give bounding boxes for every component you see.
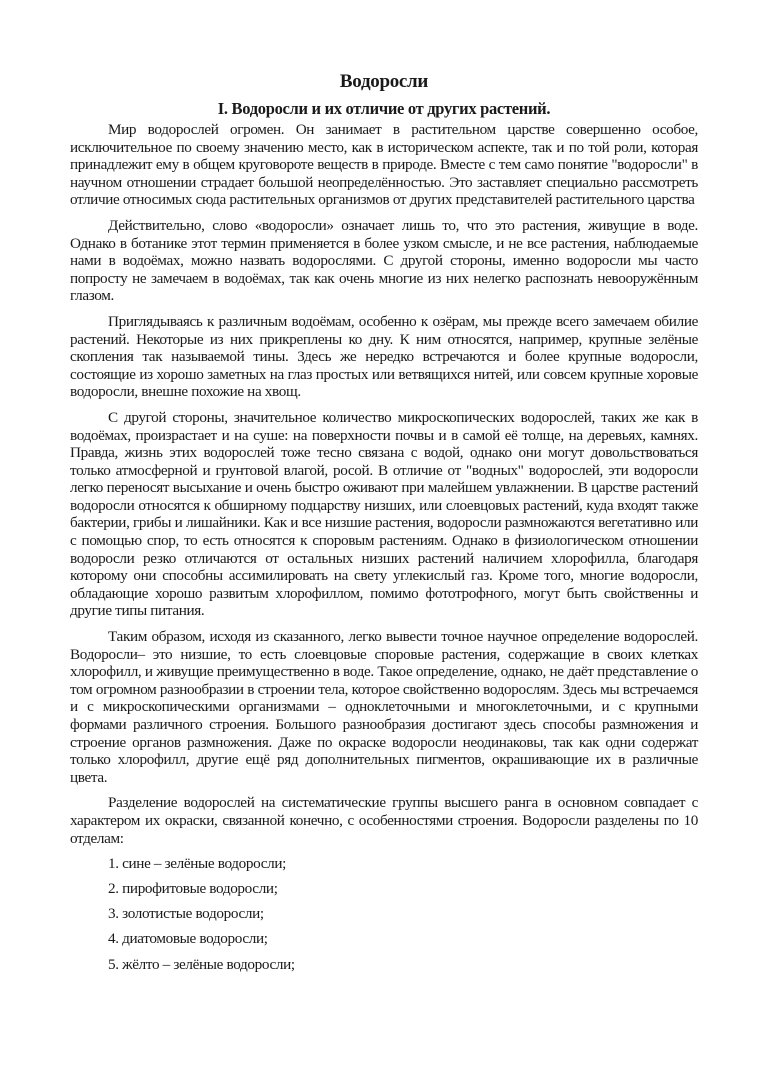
divisions-list [70,855,698,973]
document-page [70,70,698,973]
list-item: 5. жёлто – зелёные водоросли; [108,955,295,973]
list-item: 2. пирофитовые водоросли; [108,880,278,898]
paragraph-intro: Мир водорослей огромен. Он занимает в растительном царстве совершенно особое, исключительное по своему значению место, как в историческом аспекте, так и по той роли, которая принадлежит ему в общем круговороте веществ в природе. Вместе с тем само понятие "водоросли" в научном отношении страдает большой неопределённостью. Это заставляет специально рассмотреть отличие относимых сюда растительных организмов от других представителей растительного царства [70,121,698,209]
list-item: 4. диатомовые водоросли; [108,930,268,948]
paragraph-definition-word: Действительно, слово «водоросли» означает лишь то, что это растения, живущие в воде. Однако в ботанике этот термин применяется в более узком смысле, и не все растения, наблюдаемые нами в водоёмах, можно назвать водорослями. С другой стороны, именно водоросли мы часто попросту не замечаем в водоёмах, так как очень многие из них нелегко распознать невооружённым глазом. [70,216,698,305]
document-title: Водоросли [339,71,429,92]
paragraph-scientific-definition: Таким образом, исходя из сказанного, легко вывести точное научное определение водорослей. Водоросли– это низшие, то есть слоевцовые споровые растения, содержащие в своих клетках хлорофилл, и живущие преимущественно в воде. Такое определение, однако, не даёт представление о том огромном разнообразии в строении тела, которое свойственно водорослям. Здесь мы встречаемся и с микроскопическими организмами – одноклеточными и многоклеточными, и с крупными формами различного строения. Большого разнообразия достигают здесь способы размножения и строение органов размножения. Даже по окраске водоросли неодинаковы, так как одни содержат только хлорофилл, другие ещё ряд дополнительных пигментов, окрашивающие их в различные цвета. [70,628,698,786]
paragraph-water-bodies: Приглядываясь к различным водоёмам, особенно к озёрам, мы прежде всего замечаем обилие растений. Некоторые из них прикреплены ко дну. К ним относятся, например, крупные зелёные скопления так называемой тины. Здесь же нередко встречаются и более крупные водоросли, состоящие из хорошо заметных на глаз простых или ветвящихся нитей, или совсем крупные хоровые водоросли, внешне похожие на хвощ. [70,312,698,401]
paragraph-land-algae: С другой стороны, значительное количество микроскопических водорослей, таких же как в водоёмах, произрастает и на суше: на поверхности почвы и в самой её толще, на деревьях, камнях. Правда, жизнь этих водорослей тоже тесно связана с водой, однако они могут довольствоваться только атмосферной и грунтовой влагой, росой. В отличие от "водных" водорослей, эти водоросли легко переносят высыхание и очень быстро оживают при малейшем увлажнении. В царстве растений водоросли относятся к обширному подцарству низших, или слоевцовых растений, куда входят также бактерии, грибы и лишайники. Как и все низшие растения, водоросли размножаются вегетативно или с помощью спор, то есть относятся к споровым растениям. Однако в физиологическом отношении водоросли резко отличаются от остальных низших растений наличием хлорофилла, благодаря которому они способны ассимилировать на свету углекислый газ. Кроме того, многие водоросли, обладающие хорошо развитым хлорофиллом, помимо фототрофного, могут быть свойственны и другие типы питания. [70,408,698,620]
list-item: 1. сине – зелёные водоросли; [108,855,287,873]
section-heading: I. Водоросли и их отличие от других растений. [217,99,551,118]
paragraph-classification: Разделение водорослей на систематические группы высшего ранга в основном совпадает с характером их окраски, связанной конечно, с особенностями строения. Водоросли разделены по 10 отделам: [70,794,698,847]
list-item: 3. золотистые водоросли; [108,905,264,923]
